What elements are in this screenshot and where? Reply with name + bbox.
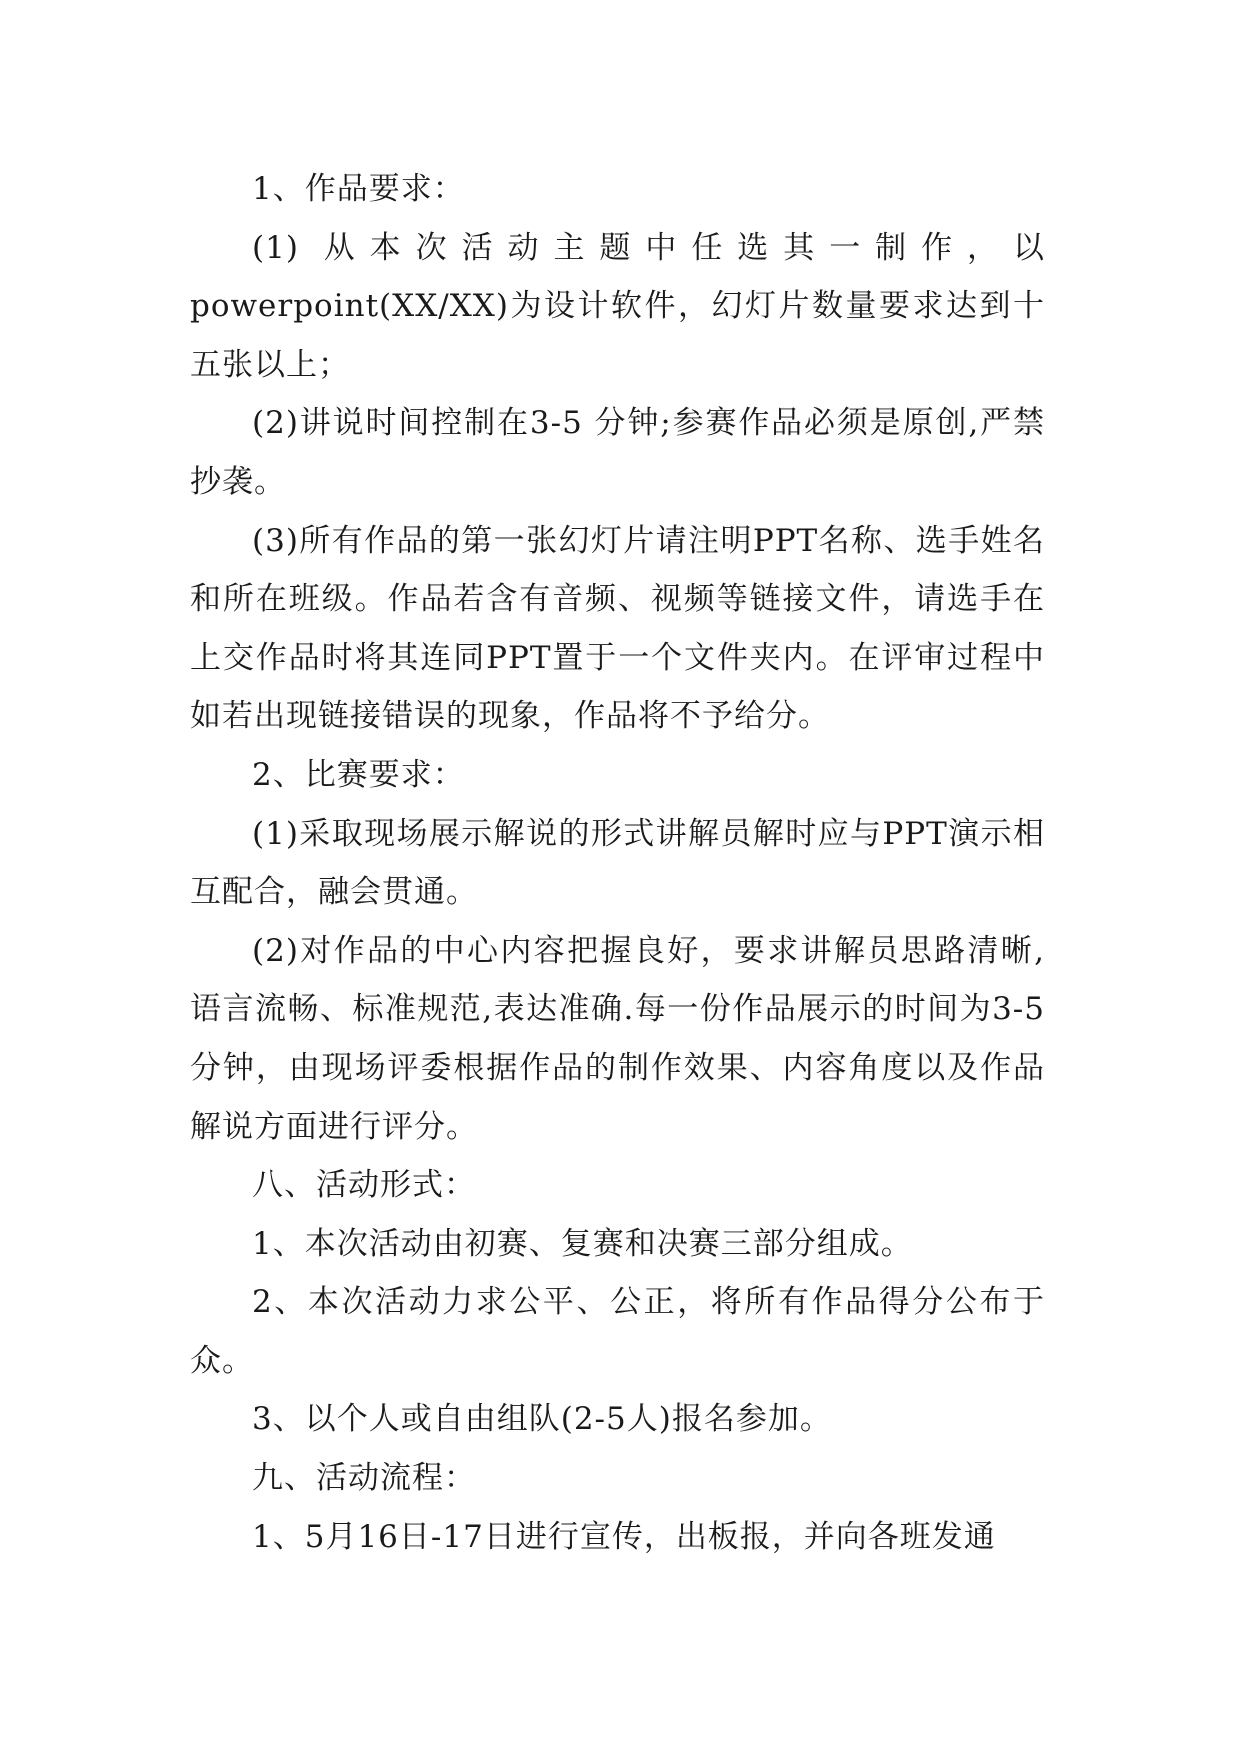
paragraph-format-1: 1、本次活动由初赛、复赛和决赛三部分组成。 — [252, 1225, 913, 1262]
section-heading-activity-format: 八、活动形式： — [252, 1167, 476, 1204]
paragraph-format-3: 3、以个人或自由组队(2-5人)报名参加。 — [252, 1401, 832, 1438]
document-body — [190, 160, 1045, 1566]
paragraph-process-1: 1、5月16日-17日进行宣传，出板报，并向各班发通 — [252, 1518, 996, 1555]
paragraph-comp-req-2: (2)对作品的中心内容把握良好，要求讲解员思路清晰,语言流畅、标准规范,表达准确.每一份作品展示的时间为3-5分钟，由现场评委根据作品的制作效果、内容角度以及作品解说方面进行评分。 — [190, 932, 1045, 1145]
section-heading-competition-requirements: 2、比赛要求： — [252, 756, 465, 793]
paragraph-work-req-2: (2)讲说时间控制在3-5 分钟;参赛作品必须是原创,严禁抄袭。 — [190, 405, 1045, 500]
paragraph-work-req-1: (1) 从本次活动主题中任选其一制作，以powerpoint(XX/XX)为设计软件，幻灯片数量要求达到十五张以上； — [190, 229, 1045, 383]
paragraph-format-2: 2、本次活动力求公平、公正，将所有作品得分公布于众。 — [190, 1284, 1045, 1379]
paragraph-work-req-3: (3)所有作品的第一张幻灯片请注明PPT名称、选手姓名和所在班级。作品若含有音频、视频等链接文件，请选手在上交作品时将其连同PPT置于一个文件夹内。在评审过程中如若出现链接错误的现象，作品将不予给分。 — [190, 522, 1045, 735]
section-heading-activity-process: 九、活动流程： — [252, 1460, 476, 1497]
section-heading-work-requirements: 1、作品要求： — [252, 171, 465, 207]
paragraph-comp-req-1: (1)采取现场展示解说的形式讲解员解时应与PPT演示相互配合，融会贯通。 — [190, 815, 1045, 911]
